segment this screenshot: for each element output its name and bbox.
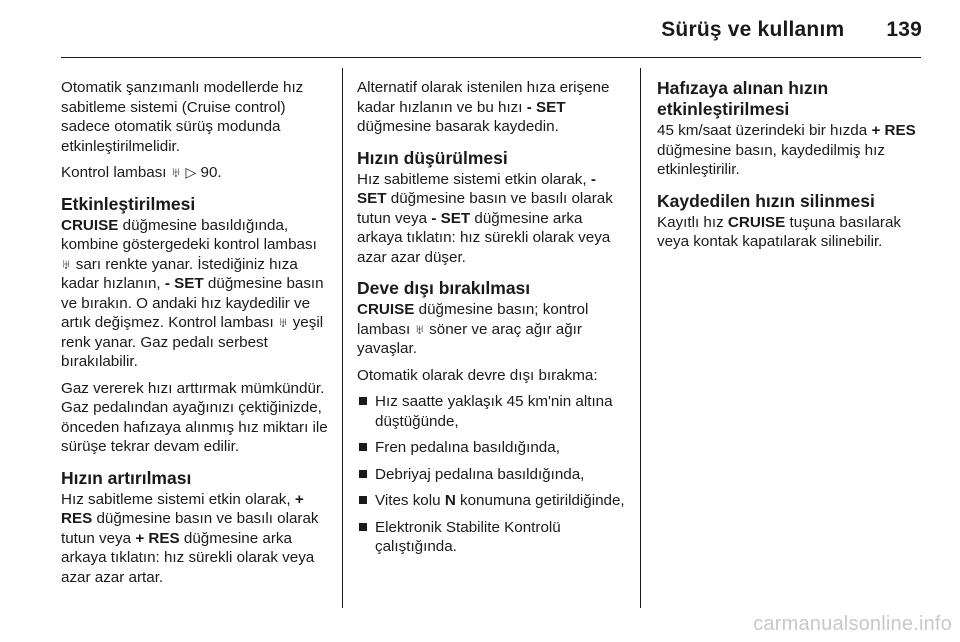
heading-decrease: Hızın düşürülmesi — [357, 147, 508, 168]
list-item: Fren pedalına basıldığında, — [357, 438, 627, 458]
lamp-reference: Kontrol lambası ♅ ▷ 90. — [61, 164, 222, 181]
list-item: Hız saatte yaklaşık 45 km'nin altına düştüğünde, — [357, 392, 627, 431]
cruise-control-icon: ♅ — [277, 314, 289, 330]
intro-paragraph: Otomatik şanzımanlı modellerde hız sabitleme sistemi (Cruise control) sadece otomatik sürüş modunda etkinleştirilmelidir. — [61, 79, 304, 155]
list-item: Elektronik Stabilite Kontrolü çalıştığında. — [357, 518, 627, 557]
cruise-control-icon: ♅ — [61, 255, 72, 272]
column-divider-1 — [342, 68, 343, 608]
watermark: carmanualsonline.info — [753, 613, 952, 635]
memory-paragraph: 45 km/saat üzerindeki bir hızda + RES düğmesine basın, kaydedilmiş hız etkinleştirilir. — [657, 122, 916, 178]
column-1 — [61, 78, 331, 594]
page-reference-icon: ▷ — [185, 164, 197, 180]
cruise-control-icon: ♅ — [170, 164, 182, 180]
column-divider-2 — [640, 68, 641, 608]
auto-deactivate-list — [357, 392, 627, 557]
page-title: Sürüş ve kullanım — [661, 18, 845, 41]
heading-memory: Hafızaya alınan hızın etkinleştirilmesi — [657, 78, 829, 119]
alternative-paragraph: Alternatif olarak istenilen hıza erişene kadar hızlanın ve bu hızı - SET düğmesine basarak kaydedin. — [357, 79, 610, 135]
decrease-paragraph: Hız sabitleme sistemi etkin olarak, - SET düğmesine basın ve basılı olarak tutun veya - SET düğmesine arka arkaya tıklatın: hız sürekli olarak veya azar azar düşer. — [357, 170, 613, 266]
accelerate-note: Gaz vererek hızı arttırmak mümkündür. Gaz pedalından ayağınızı çektiğinizde, önceden hafızaya alınmış hız miktarı ile sürüşe tekrar devam edilir. — [61, 379, 328, 455]
heading-clear: Kaydedilen hızın silinmesi — [657, 190, 875, 211]
cruise-control-icon: ♅ — [414, 320, 425, 337]
list-item: Vites kolu N konumuna getirildiğinde, — [357, 491, 627, 511]
heading-increase: Hızın artırılması — [61, 467, 192, 488]
clear-paragraph: Kayıtlı hız CRUISE tuşuna basılarak veya kontak kapatılarak silinebilir. — [657, 213, 901, 250]
column-3 — [657, 78, 927, 259]
heading-activate: Etkinleştirilmesi — [61, 193, 196, 214]
auto-deactivate-intro: Otomatik olarak devre dışı bırakma: — [357, 366, 598, 384]
increase-paragraph: Hız sabitleme sistemi etkin olarak, + RES düğmesine basın ve basılı olarak tutun veya + RES düğmesine arka arkaya tıklatın: hız sürekli olarak veya azar azar artar. — [61, 490, 319, 586]
list-item: Debriyaj pedalına basıldığında, — [357, 465, 627, 485]
page-number: 139 — [886, 18, 922, 41]
page-header — [661, 18, 922, 42]
column-2 — [357, 78, 627, 564]
activate-paragraph: CRUISE düğmesine basıldığında, kombine göstergedeki kontrol lambası ♅ sarı renkte yanar. İstediğiniz hıza kadar hızlanın, - SET düğmesine basın ve bırakın. O andaki hız kaydedilir ve artık değişmez. Kontrol lambası ♅ yeşil renk yanar. Gaz pedalı serbest bırakılabilir. — [61, 216, 324, 370]
deactivate-paragraph: CRUISE düğmesine basın; kontrol lambası ♅ söner ve araç ağır ağır yavaşlar. — [357, 301, 589, 357]
header-rule — [61, 57, 921, 58]
heading-deactivate: Deve dışı bırakılması — [357, 278, 531, 298]
